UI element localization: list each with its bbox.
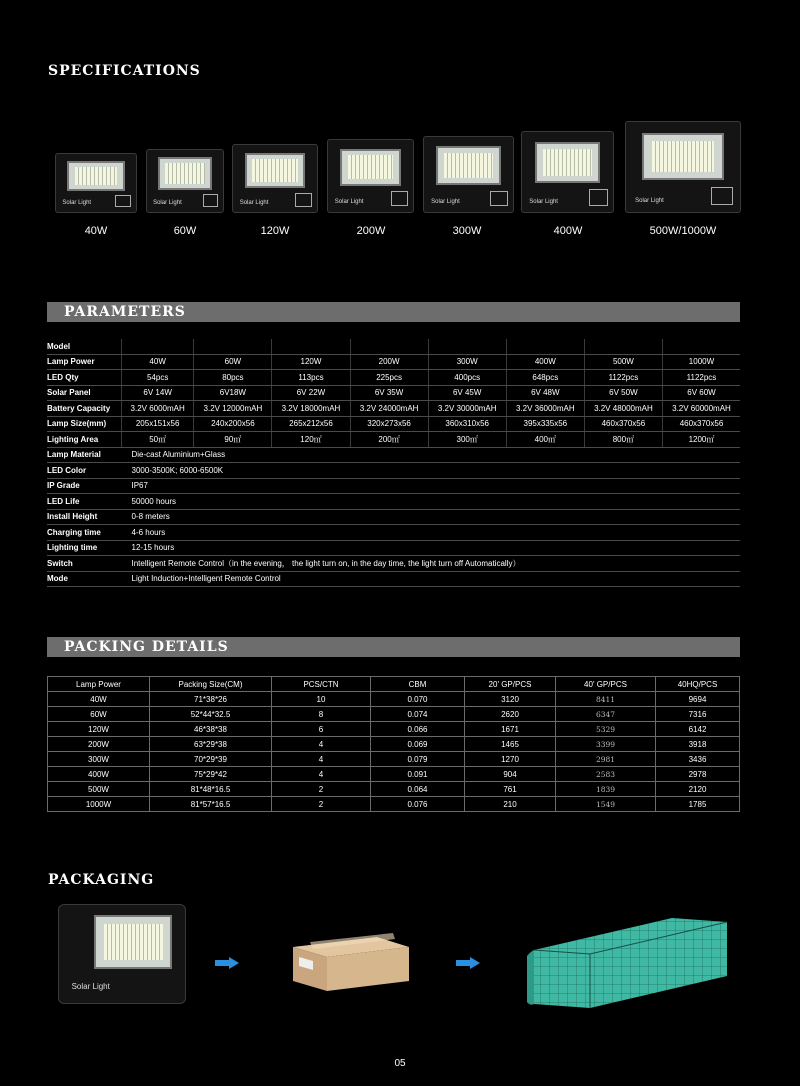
table-row <box>47 354 740 370</box>
table-cell: 60W <box>48 707 150 722</box>
table-row <box>47 401 740 417</box>
table-cell: 904 <box>465 767 556 782</box>
table-cell: 2120 <box>656 782 740 797</box>
table-row <box>47 494 740 510</box>
column-header: 20' GP/PCS <box>465 677 556 692</box>
table-cell: 1270 <box>465 752 556 767</box>
table-row <box>48 737 740 752</box>
table-row <box>47 556 740 572</box>
param-key: Switch <box>47 556 122 572</box>
carton-box-image <box>285 925 415 995</box>
lamp-image-500w-1000w <box>625 121 741 213</box>
table-cell: 8411 <box>556 692 656 707</box>
table-row <box>47 370 740 386</box>
param-value: 460x370x56 <box>662 416 740 432</box>
table-cell: 6142 <box>656 722 740 737</box>
table-row <box>47 525 740 541</box>
table-cell: 2620 <box>465 707 556 722</box>
param-value: 500W <box>584 354 662 370</box>
param-value: 1200㎡ <box>662 432 740 448</box>
lamp-image-120w <box>232 144 318 213</box>
table-cell: 2981 <box>556 752 656 767</box>
table-row <box>48 767 740 782</box>
model-label-300w: 300W <box>452 225 482 237</box>
table-cell: 8 <box>272 707 371 722</box>
packaging-title: PACKAGING <box>48 872 155 888</box>
table-row <box>48 707 740 722</box>
table-row <box>47 540 740 556</box>
table-cell: 81*57*16.5 <box>150 797 272 812</box>
table-cell: 200W <box>48 737 150 752</box>
table-cell: 4 <box>272 767 371 782</box>
param-value: 400㎡ <box>506 432 584 448</box>
column-header: 40' GP/PCS <box>556 677 656 692</box>
table-cell: 6 <box>272 722 371 737</box>
table-cell: 2 <box>272 797 371 812</box>
table-cell: 761 <box>465 782 556 797</box>
table-row <box>47 416 740 432</box>
lamp-label: Solar Light <box>529 198 558 205</box>
param-value: 460x370x56 <box>584 416 662 432</box>
table-cell: 1465 <box>465 737 556 752</box>
column-header: 40HQ/PCS <box>656 677 740 692</box>
param-value: 120㎡ <box>272 432 350 448</box>
param-value: 6V 22W <box>272 385 350 401</box>
param-value: 6V18W <box>194 385 272 401</box>
table-cell: 1671 <box>465 722 556 737</box>
param-value: 6V 48W <box>506 385 584 401</box>
param-value: 60W <box>194 354 272 370</box>
param-value: 3.2V 36000mAH <box>506 401 584 417</box>
param-value: 300㎡ <box>428 432 506 448</box>
table-cell: 500W <box>48 782 150 797</box>
packing-title: PACKING DETAILS <box>64 639 229 655</box>
table-cell: 0.079 <box>371 752 465 767</box>
table-cell: 0.066 <box>371 722 465 737</box>
param-key: Lighting time <box>47 540 122 556</box>
table-cell: 0.069 <box>371 737 465 752</box>
table-cell: 0.091 <box>371 767 465 782</box>
table-cell: 3399 <box>556 737 656 752</box>
table-cell: 75*29*42 <box>150 767 272 782</box>
table-cell: 3120 <box>465 692 556 707</box>
page-number: 05 <box>394 1058 406 1069</box>
column-header: PCS/CTN <box>272 677 371 692</box>
param-value: 800㎡ <box>584 432 662 448</box>
param-value: 80pcs <box>194 370 272 386</box>
table-row <box>48 752 740 767</box>
lamp-label: Solar Light <box>153 200 182 207</box>
param-value: 265x212x56 <box>272 416 350 432</box>
table-cell: 1785 <box>656 797 740 812</box>
param-value: 200㎡ <box>350 432 428 448</box>
model-label-400w: 400W <box>553 225 583 237</box>
param-value: 360x310x56 <box>428 416 506 432</box>
table-cell: 4 <box>272 752 371 767</box>
param-value: 205x151x56 <box>122 416 194 432</box>
model-label-120w: 120W <box>260 225 290 237</box>
table-cell: 1549 <box>556 797 656 812</box>
arrow-right-icon <box>456 957 480 969</box>
param-key: LED Life <box>47 494 122 510</box>
table-cell: 40W <box>48 692 150 707</box>
table-cell: 0.074 <box>371 707 465 722</box>
param-key: Model <box>47 339 122 354</box>
table-cell: 7316 <box>656 707 740 722</box>
specifications-title: SPECIFICATIONS <box>48 63 201 79</box>
param-span-value: 12-15 hours <box>122 540 741 556</box>
param-value: 1000W <box>662 354 740 370</box>
table-row <box>47 385 740 401</box>
table-row <box>47 463 740 479</box>
table-cell: 2978 <box>656 767 740 782</box>
packing-table <box>47 676 740 812</box>
lamp-label: Solar Light <box>635 197 664 204</box>
model-label-60w: 60W <box>173 225 197 237</box>
param-key: Lamp Material <box>47 447 122 463</box>
param-value: 3.2V 6000mAH <box>122 401 194 417</box>
param-span-value: Intelligent Remote Control（in the evening， the light turn on, in the day time, the light turn off Automatically） <box>122 556 741 572</box>
param-value: 6V 50W <box>584 385 662 401</box>
table-cell: 5329 <box>556 722 656 737</box>
param-value: 1122pcs <box>662 370 740 386</box>
table-row <box>47 571 740 587</box>
lamp-label: Solar Light <box>334 199 364 206</box>
param-value: 6V 35W <box>350 385 428 401</box>
param-key: Install Height <box>47 509 122 525</box>
table-cell: 70*29*39 <box>150 752 272 767</box>
lamp-image-300w <box>423 136 514 213</box>
table-row <box>47 478 740 494</box>
table-cell: 3436 <box>656 752 740 767</box>
table-cell: 71*38*26 <box>150 692 272 707</box>
table-cell: 52*44*32.5 <box>150 707 272 722</box>
table-row <box>48 692 740 707</box>
param-value: 200W <box>350 354 428 370</box>
lamp-image-60w <box>146 149 224 213</box>
param-key: Lighting Area <box>47 432 122 448</box>
table-cell: 2583 <box>556 767 656 782</box>
param-key: IP Grade <box>47 478 122 494</box>
param-key: Battery Capacity <box>47 401 122 417</box>
table-header-row <box>48 677 740 692</box>
table-cell: 9694 <box>656 692 740 707</box>
table-cell: 0.064 <box>371 782 465 797</box>
column-header: Packing Size(CM) <box>150 677 272 692</box>
table-cell: 300W <box>48 752 150 767</box>
param-value: 120W <box>272 354 350 370</box>
lamp-image-200w <box>327 139 414 213</box>
parameters-header-bar <box>47 302 740 322</box>
param-value: 90㎡ <box>194 432 272 448</box>
param-value: 54pcs <box>122 370 194 386</box>
param-value: 3.2V 12000mAH <box>194 401 272 417</box>
param-key: Mode <box>47 571 122 587</box>
param-span-value: 4-6 hours <box>122 525 741 541</box>
lamp-label: Solar Light <box>71 982 110 992</box>
param-value: 40W <box>122 354 194 370</box>
param-value: 225pcs <box>350 370 428 386</box>
param-key: Lamp Power <box>47 354 122 370</box>
table-cell: 1000W <box>48 797 150 812</box>
param-value: 3.2V 24000mAH <box>350 401 428 417</box>
lamp-label: Solar Light <box>239 199 269 206</box>
table-cell: 10 <box>272 692 371 707</box>
parameters-table <box>47 339 740 587</box>
param-value: 6V 45W <box>428 385 506 401</box>
model-label-40w: 40W <box>84 225 108 237</box>
param-key: Lamp Size(mm) <box>47 416 122 432</box>
param-span-value: Die-cast Aluminium+Glass <box>122 447 741 463</box>
lamp-image-40w <box>55 153 137 213</box>
column-header: Lamp Power <box>48 677 150 692</box>
table-cell: 63*29*38 <box>150 737 272 752</box>
param-value: 50㎡ <box>122 432 194 448</box>
table-cell: 81*48*16.5 <box>150 782 272 797</box>
table-row <box>48 782 740 797</box>
param-value: 240x200x56 <box>194 416 272 432</box>
param-span-value: 3000-3500K; 6000-6500K <box>122 463 741 479</box>
packing-header-bar <box>47 637 740 657</box>
param-key: LED Qty <box>47 370 122 386</box>
param-span-value: 0-8 meters <box>122 509 741 525</box>
param-key: LED Color <box>47 463 122 479</box>
param-value: 400pcs <box>428 370 506 386</box>
model-label-500w-1000w: 500W/1000W <box>649 225 717 237</box>
table-cell: 0.070 <box>371 692 465 707</box>
table-row <box>47 339 740 354</box>
param-value: 6V 14W <box>122 385 194 401</box>
lamp-label: Solar Light <box>62 200 92 207</box>
param-value: 3.2V 48000mAH <box>584 401 662 417</box>
table-row <box>47 509 740 525</box>
param-key: Charging time <box>47 525 122 541</box>
table-cell: 1839 <box>556 782 656 797</box>
table-cell: 400W <box>48 767 150 782</box>
lamp-label: Solar Light <box>431 199 460 205</box>
param-value: 320x273x56 <box>350 416 428 432</box>
table-cell: 2 <box>272 782 371 797</box>
param-value: 1122pcs <box>584 370 662 386</box>
param-key: Solar Panel <box>47 385 122 401</box>
parameters-title: PARAMETERS <box>64 304 186 320</box>
table-cell: 210 <box>465 797 556 812</box>
arrow-right-icon <box>215 957 239 969</box>
column-header: CBM <box>371 677 465 692</box>
table-row <box>48 722 740 737</box>
param-value: 395x335x56 <box>506 416 584 432</box>
param-value: 6V 60W <box>662 385 740 401</box>
table-row <box>48 797 740 812</box>
param-value: 3.2V 18000mAH <box>272 401 350 417</box>
param-value: 3.2V 30000mAH <box>428 401 506 417</box>
table-cell: 6347 <box>556 707 656 722</box>
table-cell: 4 <box>272 737 371 752</box>
table-cell: 3918 <box>656 737 740 752</box>
packaging-lamp-image <box>58 904 186 1004</box>
param-value: 3.2V 60000mAH <box>662 401 740 417</box>
param-value: 648pcs <box>506 370 584 386</box>
table-row <box>47 447 740 463</box>
param-value: 300W <box>428 354 506 370</box>
table-row <box>47 432 740 448</box>
param-span-value: 50000 hours <box>122 494 741 510</box>
param-span-value: Light Induction+Intelligent Remote Control <box>122 571 741 587</box>
table-cell: 0.076 <box>371 797 465 812</box>
lamp-image-400w <box>521 131 614 213</box>
param-value: 400W <box>506 354 584 370</box>
param-span-value: IP67 <box>122 478 741 494</box>
pallet-stack-image <box>522 912 742 1012</box>
param-value: 113pcs <box>272 370 350 386</box>
table-cell: 46*38*38 <box>150 722 272 737</box>
table-cell: 120W <box>48 722 150 737</box>
model-label-200w: 200W <box>356 225 386 237</box>
